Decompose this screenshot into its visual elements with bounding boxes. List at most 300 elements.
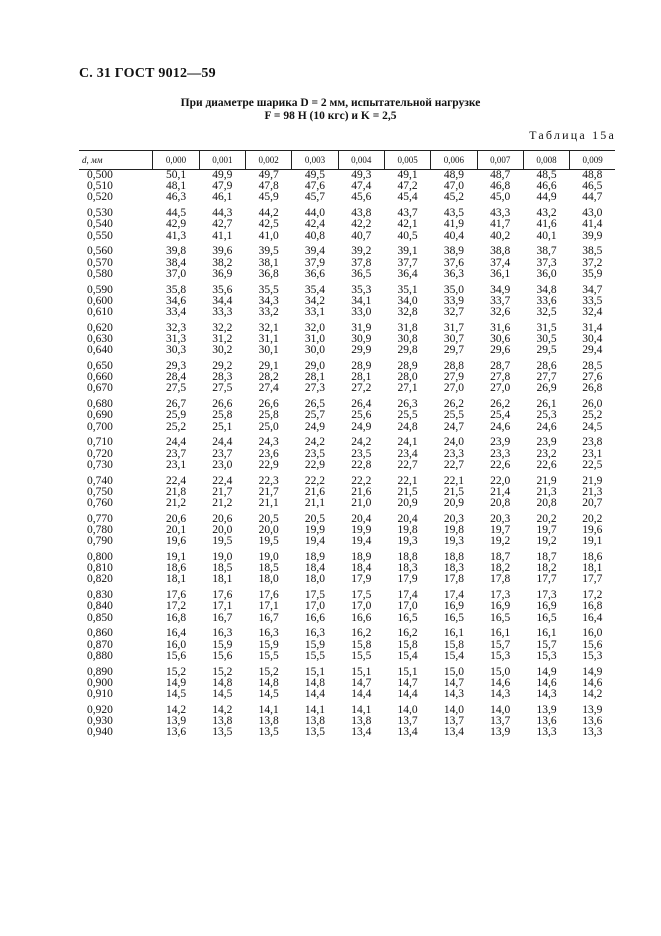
hardness-cell: 32,2 [212,321,233,334]
hardness-cell: 16,7 [212,611,233,624]
hardness-cell: 26,7 [165,398,187,411]
hardness-cell: 15,8 [351,638,372,651]
hardness-cell: 15,7 [536,638,557,651]
hardness-cell: 47,2 [397,180,418,193]
table-caption [0,97,661,123]
hardness-cell: 19,6 [582,524,603,537]
hardness-cell: 25,8 [212,409,233,422]
hardness-cell: 21,2 [212,497,233,510]
hardness-cell: 29,5 [536,344,557,357]
hardness-cell: 23,2 [536,447,557,460]
hardness-cell: 26,8 [582,382,603,395]
hardness-cell: 16,2 [351,627,372,640]
hardness-cell: 13,5 [212,726,233,739]
column-header: 0,000 [153,151,199,170]
hardness-cell: 42,1 [397,218,418,231]
hardness-cell: 14,0 [490,703,511,716]
hardness-cell: 32,6 [490,306,511,319]
hardness-cell: 30,0 [304,344,325,357]
hardness-cell: 19,8 [397,524,418,537]
hardness-cell: 48,5 [536,169,557,181]
hardness-cell: 13,5 [258,726,279,739]
hardness-cell: 45,9 [258,191,279,204]
hardness-cell: 20,2 [536,512,557,525]
hardness-cell: 34,6 [165,294,187,307]
hardness-cell: 13,3 [582,726,603,739]
hardness-cell: 16,4 [165,627,187,640]
hardness-cell: 38,8 [490,245,511,258]
hardness-cell: 29,1 [258,360,279,373]
hardness-cell: 13,9 [582,703,603,716]
diameter-cell: 0,620 [87,321,113,334]
hardness-cell: 37,3 [536,256,557,269]
hardness-cell: 14,8 [258,676,279,689]
hardness-cell: 50,1 [165,169,187,181]
hardness-cell: 13,3 [536,726,557,739]
hardness-cell: 31,8 [397,321,418,334]
hardness-cell: 15,4 [443,649,464,662]
hardness-cell: 20,0 [212,524,233,537]
hardness-cell: 17,4 [397,589,418,602]
hardness-cell: 45,7 [304,191,325,204]
hardness-cell: 19,5 [258,535,279,548]
hardness-cell: 35,4 [304,283,325,296]
hardness-cell: 37,8 [351,256,372,269]
hardness-cell: 14,4 [351,688,372,701]
hardness-cell: 26,4 [351,398,372,411]
hardness-cell: 30,8 [397,333,418,346]
hardness-cell: 38,1 [258,256,279,269]
diameter-cell: 0,810 [87,562,113,575]
hardness-cell: 34,2 [304,294,325,307]
diameter-cell: 0,720 [87,447,113,460]
table-row [79,525,615,536]
hardness-cell: 31,1 [258,333,279,346]
hardness-cell: 17,7 [582,573,603,586]
hardness-cell: 14,1 [258,703,279,716]
hardness-cell: 34,7 [582,283,603,296]
diameter-cell: 0,670 [87,382,113,395]
hardness-cell: 22,0 [490,474,511,487]
diameter-cell: 0,700 [87,420,113,433]
hardness-cell: 34,9 [490,283,511,296]
hardness-cell: 38,2 [212,256,233,269]
hardness-cell: 44,5 [165,207,187,220]
hardness-cell: 21,3 [536,485,557,498]
hardness-cell: 49,5 [304,169,325,181]
table-row [79,716,615,727]
diameter-cell: 0,580 [87,267,113,280]
hardness-cell: 18,2 [536,562,557,575]
hardness-cell: 14,9 [582,665,603,678]
hardness-cell: 25,6 [351,409,372,422]
hardness-cell: 21,2 [165,497,187,510]
hardness-cell: 27,3 [304,382,325,395]
hardness-cell: 25,3 [536,409,557,422]
hardness-cell: 48,7 [490,169,511,181]
hardness-cell: 25,7 [304,409,325,422]
hardness-cell: 13,6 [536,715,557,728]
hardness-cell: 32,7 [443,306,464,319]
diameter-cell: 0,730 [87,458,113,471]
hardness-cell: 17,4 [443,589,464,602]
hardness-cell: 45,0 [490,191,511,204]
diameter-cell: 0,850 [87,611,113,624]
hardness-cell: 37,0 [165,267,187,280]
hardness-cell: 44,9 [536,191,557,204]
diameter-cell: 0,940 [87,726,113,739]
diameter-cell: 0,590 [87,283,113,296]
hardness-cell: 41,7 [490,218,511,231]
hardness-cell: 18,8 [443,551,464,564]
hardness-cell: 27,7 [536,371,557,384]
hardness-cell: 26,0 [582,398,603,411]
hardness-cell: 47,6 [304,180,325,193]
hardness-cell: 22,7 [443,458,464,471]
hardness-cell: 31,3 [165,333,187,346]
diameter-cell: 0,640 [87,344,113,357]
hardness-cell: 23,9 [490,436,511,449]
hardness-cell: 26,6 [212,398,233,411]
diameter-cell: 0,830 [87,589,113,602]
hardness-cell: 39,2 [351,245,372,258]
hardness-cell: 18,8 [397,551,418,564]
table-row [79,231,615,242]
hardness-cell: 23,5 [351,447,372,460]
hardness-cell: 35,3 [351,283,372,296]
hardness-cell: 16,4 [582,611,603,624]
hardness-cell: 44,0 [304,207,325,220]
hardness-cell: 15,1 [304,665,325,678]
hardness-cell: 24,2 [351,436,372,449]
hardness-cell: 15,8 [443,638,464,651]
table-row [79,219,615,230]
hardness-cell: 22,2 [351,474,372,487]
hardness-cell: 33,1 [304,306,325,319]
hardness-cell: 47,0 [443,180,464,193]
hardness-cell: 15,5 [304,649,325,662]
table-row [79,410,615,421]
hardness-cell: 23,8 [582,436,603,449]
hardness-cell: 15,6 [582,638,603,651]
hardness-cell: 23,1 [582,447,603,460]
hardness-cell: 17,6 [212,589,233,602]
hardness-cell: 29,8 [397,344,418,357]
hardness-cell: 15,8 [397,638,418,651]
hardness-cell: 17,5 [304,589,325,602]
hardness-cell: 16,6 [304,611,325,624]
hardness-cell: 14,3 [536,688,557,701]
hardness-cell: 24,7 [443,420,464,433]
hardness-cell: 36,3 [443,267,464,280]
hardness-cell: 14,1 [351,703,372,716]
diameter-cell: 0,650 [87,360,113,373]
hardness-cell: 29,3 [165,360,187,373]
table-row [79,361,615,372]
hardness-cell: 24,6 [536,420,557,433]
hardness-cell: 28,7 [490,360,511,373]
diameter-cell: 0,800 [87,551,113,564]
hardness-cell: 39,6 [212,245,233,258]
table-row [79,269,615,280]
hardness-cell: 24,4 [165,436,187,449]
hardness-cell: 15,4 [397,649,418,662]
hardness-cell: 20,8 [490,497,511,510]
hardness-cell: 33,2 [258,306,279,319]
diameter-cell: 0,750 [87,485,113,498]
hardness-cell: 48,9 [443,169,464,181]
hardness-cell: 41,1 [212,229,233,242]
hardness-cell: 30,1 [258,344,279,357]
hardness-cell: 28,2 [258,371,279,384]
hardness-cell: 21,7 [212,485,233,498]
hardness-cell: 34,1 [351,294,372,307]
diameter-cell: 0,520 [87,191,113,204]
hardness-cell: 19,6 [165,535,187,548]
hardness-cell: 45,2 [443,191,464,204]
hardness-cell: 18,9 [304,551,325,564]
table-row [79,296,615,307]
hardness-cell: 16,5 [397,611,418,624]
hardness-cell: 20,5 [258,512,279,525]
hardness-cell: 16,5 [443,611,464,624]
diameter-cell: 0,610 [87,306,113,319]
hardness-cell: 14,0 [443,703,464,716]
hardness-cell: 35,6 [212,283,233,296]
hardness-cell: 13,6 [582,715,603,728]
table-row [79,590,615,601]
hardness-cell: 14,8 [212,676,233,689]
hardness-cell: 18,1 [165,573,187,586]
hardness-cell: 14,0 [397,703,418,716]
hardness-cell: 15,5 [351,649,372,662]
hardness-cell: 14,3 [490,688,511,701]
hardness-cell: 20,9 [397,497,418,510]
hardness-cell: 24,0 [443,436,464,449]
hardness-cell: 14,8 [304,676,325,689]
column-header: 0,004 [338,151,384,170]
hardness-cell: 16,8 [582,600,603,613]
hardness-cell: 33,7 [490,294,511,307]
diameter-cell: 0,770 [87,512,113,525]
hardness-cell: 16,9 [490,600,511,613]
hardness-cell: 33,9 [443,294,464,307]
table-row [79,601,615,612]
hardness-cell: 37,9 [304,256,325,269]
hardness-cell: 13,9 [165,715,187,728]
hardness-cell: 21,8 [165,485,187,498]
hardness-cell: 18,3 [443,562,464,575]
hardness-cell: 17,0 [304,600,325,613]
hardness-cell: 36,1 [490,267,511,280]
table-row [79,640,615,651]
hardness-cell: 35,9 [582,267,603,280]
table-row [79,345,615,356]
hardness-cell: 37,4 [490,256,511,269]
hardness-cell: 28,4 [165,371,187,384]
hardness-cell: 19,5 [212,535,233,548]
hardness-cell: 22,5 [582,458,603,471]
diameter-cell: 0,880 [87,649,113,662]
hardness-cell: 30,6 [490,333,511,346]
hardness-cell: 24,5 [582,420,603,433]
hardness-cell: 16,8 [165,611,187,624]
hardness-cell: 22,3 [258,474,279,487]
hardness-cell: 37,6 [443,256,464,269]
hardness-cell: 45,4 [397,191,418,204]
hardness-cell: 18,7 [536,551,557,564]
hardness-cell: 16,7 [258,611,279,624]
hardness-cell: 14,1 [304,703,325,716]
hardness-cell: 33,5 [582,294,603,307]
hardness-cell: 27,0 [443,382,464,395]
hardness-cell: 14,6 [536,676,557,689]
table-row [79,574,615,585]
hardness-cell: 17,0 [351,600,372,613]
hardness-cell: 28,8 [443,360,464,373]
hardness-cell: 20,0 [258,524,279,537]
hardness-cell: 23,9 [536,436,557,449]
hardness-cell: 40,1 [536,229,557,242]
diameter-cell: 0,710 [87,436,113,449]
hardness-cell: 24,4 [212,436,233,449]
hardness-cell: 14,7 [397,676,418,689]
table-row [79,460,615,471]
hardness-cell: 28,6 [536,360,557,373]
hardness-cell: 35,8 [165,283,187,296]
hardness-cell: 17,1 [258,600,279,613]
hardness-cell: 13,6 [165,726,187,739]
hardness-cell: 16,2 [397,627,418,640]
hardness-cell: 25,0 [258,420,279,433]
hardness-cell: 46,6 [536,180,557,193]
hardness-cell: 17,7 [536,573,557,586]
hardness-cell: 16,6 [351,611,372,624]
hardness-cell: 18,5 [258,562,279,575]
hardness-cell: 19,7 [536,524,557,537]
hardness-cell: 21,9 [582,474,603,487]
hardness-cell: 15,6 [212,649,233,662]
table-row [79,437,615,448]
hardness-cell: 19,8 [443,524,464,537]
column-header: 0,001 [199,151,245,170]
table-row [79,678,615,689]
hardness-cell: 35,5 [258,283,279,296]
hardness-cell: 28,1 [304,371,325,384]
hardness-cell: 48,1 [165,180,187,193]
hardness-cell: 22,2 [304,474,325,487]
hardness-cell: 47,8 [258,180,279,193]
column-header: 0,008 [523,151,569,170]
diameter-cell: 0,890 [87,665,113,678]
hardness-cell: 29,7 [443,344,464,357]
hardness-cell: 14,9 [165,676,187,689]
hardness-cell: 29,6 [490,344,511,357]
hardness-cell: 13,7 [490,715,511,728]
hardness-cell: 13,4 [443,726,464,739]
hardness-cell: 47,4 [351,180,372,193]
hardness-cell: 17,8 [490,573,511,586]
hardness-cell: 22,1 [443,474,464,487]
hardness-cell: 29,2 [212,360,233,373]
hardness-cell: 17,5 [351,589,372,602]
hardness-cell: 27,5 [165,382,187,395]
table-row [79,246,615,257]
hardness-cell: 15,0 [490,665,511,678]
hardness-cell: 36,0 [536,267,557,280]
hardness-cell: 41,9 [443,218,464,231]
hardness-cell: 38,9 [443,245,464,258]
hardness-cell: 16,1 [536,627,557,640]
page-header: С. 31 ГОСТ 9012—59 [79,66,216,81]
hardness-cell: 28,9 [351,360,372,373]
hardness-cell: 27,0 [490,382,511,395]
hardness-cell: 31,6 [490,321,511,334]
hardness-cell: 32,8 [397,306,418,319]
hardness-cell: 21,6 [351,485,372,498]
hardness-cell: 18,1 [212,573,233,586]
hardness-cell: 25,9 [165,409,187,422]
diameter-cell: 0,690 [87,409,113,422]
hardness-cell: 24,9 [351,420,372,433]
diameter-cell: 0,920 [87,703,113,716]
hardness-cell: 19,3 [443,535,464,548]
hardness-cell: 13,7 [397,715,418,728]
hardness-cell: 16,3 [258,627,279,640]
column-header: 0,009 [570,151,615,170]
hardness-cell: 26,5 [304,398,325,411]
diameter-cell: 0,660 [87,371,113,384]
table-row [79,323,615,334]
hardness-cell: 25,1 [212,420,233,433]
hardness-cell: 19,0 [258,551,279,564]
hardness-cell: 19,2 [490,535,511,548]
hardness-cell: 17,6 [165,589,187,602]
hardness-cell: 27,5 [212,382,233,395]
hardness-cell: 15,5 [258,649,279,662]
table-body [79,170,615,739]
diameter-cell: 0,540 [87,218,113,231]
hardness-cell: 24,2 [304,436,325,449]
hardness-cell: 40,7 [351,229,372,242]
hardness-cell: 26,2 [443,398,464,411]
hardness-cell: 26,1 [536,398,557,411]
hardness-cell: 49,1 [397,169,418,181]
hardness-cell: 14,3 [443,688,464,701]
hardness-cell: 42,2 [351,218,372,231]
hardness-cell: 30,4 [582,333,603,346]
hardness-cell: 43,3 [490,207,511,220]
hardness-cell: 19,1 [582,535,603,548]
hardness-cell: 22,4 [165,474,187,487]
column-header: 0,006 [431,151,477,170]
hardness-cell: 46,5 [582,180,603,193]
table-row [79,334,615,345]
hardness-cell: 14,7 [351,676,372,689]
diameter-cell: 0,680 [87,398,113,411]
caption-line-2: F = 98 Н (10 кгс) и K = 2,5 [264,110,397,122]
hardness-cell: 41,0 [258,229,279,242]
hardness-cell: 22,6 [490,458,511,471]
hardness-cell: 20,3 [443,512,464,525]
hardness-cell: 21,3 [582,485,603,498]
hardness-cell: 34,4 [212,294,233,307]
hardness-cell: 13,9 [536,703,557,716]
hardness-cell: 16,9 [443,600,464,613]
hardness-cell: 14,5 [258,688,279,701]
diameter-cell: 0,630 [87,333,113,346]
hardness-cell: 22,4 [212,474,233,487]
